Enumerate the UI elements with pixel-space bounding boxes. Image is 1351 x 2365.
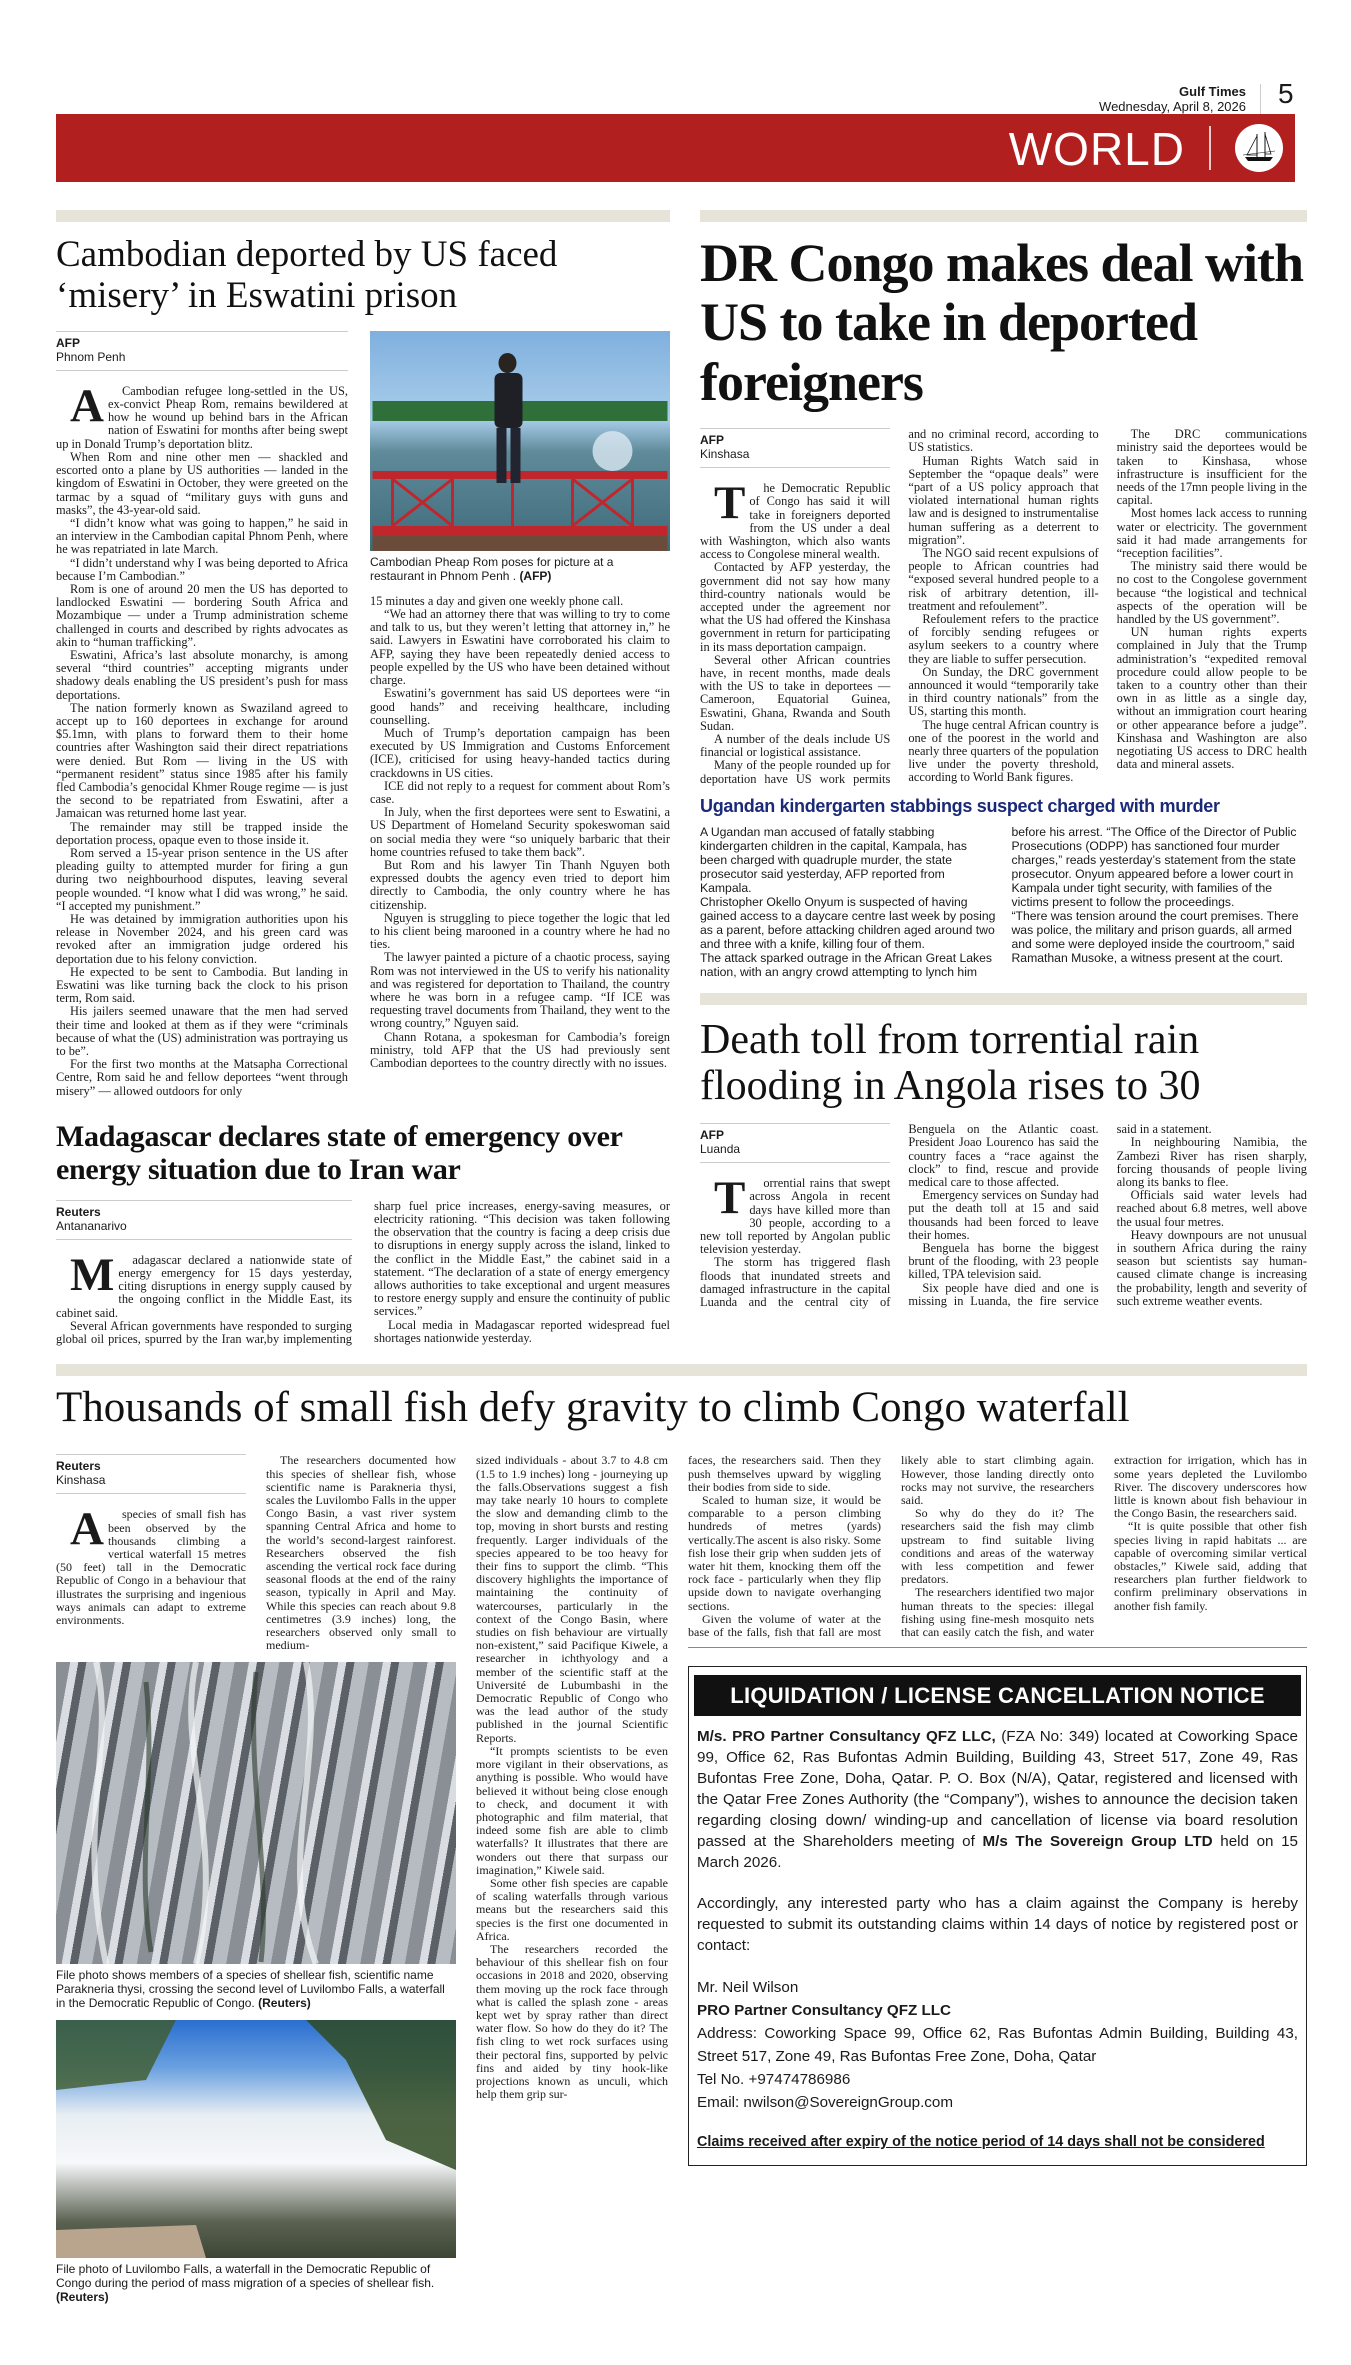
contact-email[interactable]: Email: nwilson@SovereignGroup.com <box>697 2094 953 2112</box>
paragraph: Several other African countries have, in recent months, made deals with the US to take in deportees — Cameroon, Equatorial Guinea, Eswatini, Ghana, Rwanda and South Sudan. <box>700 652 891 733</box>
fish-caption-1 <box>56 1968 456 2010</box>
paragraph: The NGO said recent expulsions of people to African countries had “exposed several hundred people to a risk of arbitrary detention, ill-treatment and refoulement”. <box>908 546 1099 613</box>
paragraph: The nation formerly known as Swaziland agreed to accept up to 160 deportees in exchange for around $5.1mn, with plans to forward them to their home countries after Washington said their direct repatriations were denied. But Rom — living in the US with “permanent resident” status since 1985 after his family fled Cambodia’s genocidal Khmer Rouge regime — is just the second to be repatriated from Eswatini, after a Jamaican was returned home last year. <box>56 700 348 821</box>
notice-body: located at Coworking Space 99, Office 62, Ras Bufontas Admin Building, Building 43, Street 517, Zone 49, Ras Bufontas Free Zone, Doha, Qatar. P. O. Box (N/A), Qatar, registered and licensed with the Qatar Free Zones Authority (the “Company”), wishes to announce the decision taken regarding closing down/ winding-up and cancellation of license via board resolution passed at the Shareholders meeting of <box>697 1728 1298 1851</box>
paragraph: Refoulement refers to the practice of forcibly sending refugees or asylum seekers to a country where they are liable to suffer persecution. <box>908 612 1099 666</box>
notice-paragraph-2: Accordingly, any interested party who has a claim against the Company is hereby requested to submit its outstanding claims within 14 days of notice by registered post or contact: <box>697 1895 1298 1955</box>
paragraph: The Democratic Republic of Congo has said it will take in foreigners deported from the US under a deal with Washington, which also wants access to Congolese mineral wealth. <box>700 477 891 562</box>
paragraph: He expected to be sent to Cambodia. But landing in Eswatini was like turning back the clock to his prison term, Rom said. <box>56 964 348 1006</box>
contact-name: Mr. Neil Wilson <box>697 1979 799 1997</box>
dhow-boat-icon <box>1235 124 1283 172</box>
madagascar-byline <box>56 1200 352 1240</box>
paragraph: Several African governments have responded to surging global oil prices, spurred by the Iran war,by implementing sharp fuel price increases, energy-saving measures, or electricity rationing. “This decision was taken following the observation that the country is facing a deep crisis due to disruptions in energy supply across the island, linked to the conflict in the Middle East,” the cabinet said in a statement. “The declaration of a state of energy emergency allows authorities to take exceptional and urgent measures to restore energy supply and ensure the continuity of public services.” <box>56 1198 670 1347</box>
top-section <box>56 210 1307 1346</box>
paragraph: Rom served a 15-year prison sentence in the US after pleading guilty to attempted murder for firing a gun during two neighbourhood disputes, leaving several people wounded. “I know what I did was wrong,” he said. “I accepted my punishment.” <box>56 845 348 913</box>
paragraph: Eswatini’s government has said US deportees were “in good hands” and receiving healthcare, including counselling. <box>370 686 670 727</box>
paragraph: The researchers recorded the behaviour of this shellear fish on four occasions in 2018 and 2020, observing them moving up the rock face through what is called the splash zone - areas kept wet by spray rather than direct water flow. So how do they do it? The fish cling to wet rock surfaces using their pectoral fins, supported by pelvic fins and aided by tiny hook-like projections known as unculi, which help them grip sur- <box>476 1941 668 2102</box>
section-strip <box>56 210 670 222</box>
paragraph: The researchers documented how this species of shellear fish, whose scientific name is Parakneria thysi, scales the Luvilombo Falls in the upper Congo Basin, a vast river system spanning Central Africa and home to the world’s second-largest rainforest. Researchers observed the fish ascending the vertical rock face during seasonal floods at the end of the rainy season, typically in April and May. While this species can reach about 9.8 centimetres (3.9 inches) long, the researchers observed only small to medium- <box>266 1453 456 1653</box>
paragraph: Madagascar declared a nationwide state of energy emergency for 15 days yesterday, citing disruptions in energy supply caused by the ongoing conflict in the Middle East, its cabinet said. <box>56 1248 352 1320</box>
section-banner <box>56 114 1295 182</box>
caption-credit: (Reuters) <box>258 1996 311 2011</box>
paragraph: The researchers identified two major human threats to the species: illegal fishing using fine-mesh mosquito nets that can easily catch the fish, and water extraction for irrigation, which has in some years depleted the Luvilombo River. The discovery underscores how little is known about fish behaviour in the Congo Basin, the researchers said. <box>901 1453 1307 1640</box>
paragraph: “I didn’t know what was going to happen,” he said in an interview in the Cambodian capital Phnom Penh, where he was repatriated in late March. <box>56 515 348 557</box>
cambodia-col1 <box>56 331 348 1098</box>
page-number: 5 <box>1278 78 1294 109</box>
paragraph: In July, when the first deportees were sent to Eswatini, a US Department of Homeland Security spokeswoman said on social media they were “so uniquely barbaric that their home countries refused to take them back”. <box>370 805 670 859</box>
dateline: Antananarivo <box>56 1218 127 1233</box>
paragraph: Nguyen is struggling to piece together the logic that led to his client being marooned in a country where he had no ties. <box>370 910 670 952</box>
paragraph: Christopher Okello Onyum is suspected of having gained access to a daycare centre last week by posing as a parent, before attacking children aged around two and three with a knife, killing four of them. <box>700 894 996 951</box>
paragraph: “It is quite possible that other fish species living in rapid habitats ... are capable of overcoming similar vertical obstacles,” Kiwele said, adding that researchers plan further fieldwork to confirm preliminary observations in another fish family. <box>1114 1519 1307 1613</box>
section-strip <box>700 210 1307 222</box>
paragraph: In neighbouring Namibia, the Zambezi River has risen sharply, forcing thousands of people living along its banks to flee. <box>1116 1135 1307 1190</box>
notice-company: M/s. PRO Partner Consultancy QFZ LLC, <box>697 1728 996 1746</box>
paragraph: “We had an attorney there that was willing to try to come and talk to us, but they weren’t letting that attorney in,” he said. Lawyers in Eswatini have corroborated his claim to AFP, saying they have been repeatedly denied access to people expelled by the US who have been detained without charge. <box>370 607 670 688</box>
caption-text: Cambodian Pheap Rom poses for picture at a restaurant in Phnom Penh . <box>370 554 614 583</box>
divider <box>1209 126 1211 170</box>
cambodia-headline: Cambodian deported by US faced ‘misery’ in Eswatini prison <box>56 234 558 317</box>
uganda-body <box>700 825 1307 979</box>
paragraph: “There was tension around the court premises. There was police, the military and prison guards, all armed and some were deployed inside the courtroom,” said Ramathan Musoke, a witness present at the court. <box>1011 908 1299 965</box>
issue-date: Wednesday, April 8, 2026 <box>1099 99 1246 114</box>
paragraph: For the first two months at the Matsapha Correctional Centre, Rom said he and fellow deportees “went through misery” — allowed outdoors for only <box>56 1057 348 1098</box>
paragraph: Eswatini, Africa’s last absolute monarchy, is among several “third countries” accepting migrants under shadowy deals enabling the US president’s push for mass deportations. <box>56 647 348 702</box>
paragraph: The lawyer painted a picture of a chaotic process, saying Rom was not interviewed in the US to verify his nationality and was registered for deportation to Thailand, the country where he was born in a refugee camp. “If ICE was requesting travel documents from Thailand, they went to the wrong country,” Nguyen said. <box>370 950 670 1031</box>
dateline: Phnom Penh <box>56 349 126 364</box>
paragraph: Much of Trump’s deportation campaign has been executed by US Immigration and Customs Enforcement (ICE), criticised for using heavy-handed tactics during crackdowns in US cities. <box>370 725 670 780</box>
fish-byline <box>56 1454 246 1494</box>
paragraph: ICE did not reply to a request for comment about Rom’s case. <box>370 778 670 806</box>
paragraph: Contacted by AFP yesterday, the government did not say how many third-country nationals would be accepted under the agreement nor what the US had offered the Kinshasa government in return for participating in its mass deportation campaign. <box>700 560 891 654</box>
angola-byline <box>700 1123 890 1163</box>
paragraph: Many of the people rounded up for deportation have US work permits and no criminal record, according to US statistics. <box>700 427 1099 786</box>
paragraph: A number of the deals include US financial or logistical assistance. <box>700 732 891 760</box>
agency: AFP <box>700 433 724 448</box>
fish-caption-2 <box>56 2262 456 2304</box>
caption-text: File photo of Luvilombo Falls, a waterfall in the Democratic Republic of Congo during the period of mass migration of a species of shellear fish. <box>56 2262 435 2291</box>
fish-body-top <box>56 1454 456 1652</box>
paragraph: Most homes lack access to running water or electricity. The government said it had made arrangements for “reception facilities”. <box>1116 506 1307 560</box>
paragraph: So why do they do it? The researchers said the fish may climb upstream to find suitable living conditions and areas of the waterway with less competition and fewer predators. <box>901 1506 1094 1587</box>
paragraph: sized individuals - about 3.7 to 4.8 cm (1.5 to 1.9 inches) long - journeying up the falls.Observations suggest a fish may take nearly 10 hours to complete the slow and demanding climb to the top, moving in short bursts and resting frequently. Larger individuals of the species appeared to be too heavy for their fins to support the climb. “This discovery highlights the importance of maintaining the continuity of watercourses, particularly in the context of the Congo Basin, where studies on fish behaviour are virtually non-existent,” said Pacifique Kiwele, a researcher in ichthyology and a member of the scientific staff at the Université de Lubumbashi in the Democratic Republic of Congo who was the lead author of the study published in the journal Scientific Reports. <box>476 1453 668 1745</box>
notice-final-warning: Claims received after expiry of the notice period of 14 days shall not be considered <box>697 2134 1265 2151</box>
notice-fza: (FZA No: 349) <box>1001 1728 1100 1746</box>
drcongo-byline <box>700 428 890 468</box>
masthead-meta <box>1099 84 1261 114</box>
waterfall-photo <box>56 2020 456 2258</box>
paragraph: Officials said water levels had reached about 6.8 metres, well above the usual four metres. <box>1116 1188 1307 1229</box>
dateline: Kinshasa <box>56 1473 106 1488</box>
paragraph: Rom is one of around 20 men the US has deported to landlocked Eswatini — bordering South Africa and Mozambique — under a Trump administration scheme challenged in courts and described by rights advocates as akin to “human trafficking”. <box>56 581 348 649</box>
paragraph: Benguela has borne the biggest brunt of the flooding, with 23 people killed, TPA television said. <box>908 1241 1099 1282</box>
paragraph: Emergency services on Sunday had put the death toll at 15 and said thousands had been forced to leave their homes. <box>908 1188 1099 1242</box>
notice-paragraph-1 <box>697 1726 1298 1873</box>
paragraph: On Sunday, the DRC government announced it would “temporarily take in third country nationals” from the US, starting this month. <box>908 664 1099 719</box>
angola-body <box>700 1123 1307 1309</box>
paragraph: A Ugandan man accused of fatally stabbing kindergarten children in the capital, Kampala, has been charged with quadruple murder, the state prosecutor said yesterday, AFP reported from Kampala. <box>700 824 967 895</box>
paragraph: faces, the researchers said. Then they push themselves upward by wiggling their bodies from side to side. <box>688 1453 881 1494</box>
section-strip <box>700 993 1307 1005</box>
paragraph: Human Rights Watch said in September the “opaque deals” were “part of a US policy approach that violated international human rights law and is designed to instrumentalise human suffering as a deterrent to migration”. <box>908 453 1099 547</box>
paragraph: His jailers seemed unaware that the men had served their time and looked at them as if they were “criminals because of what the (US) administration was portraying us to be”. <box>56 1004 348 1059</box>
section-title: WORLD <box>1008 123 1185 175</box>
dateline: Luanda <box>700 1142 741 1157</box>
madagascar-headline: Madagascar declares state of emergency over energy situation due to Iran war <box>56 1119 623 1186</box>
cambodia-columns <box>56 331 670 1098</box>
paragraph: The DRC communications ministry said the deportees would be taken to Kinshasa, whose infrastructure is insufficient for the needs of the 17mn people living in the capital. <box>1116 427 1307 508</box>
paragraph: The ministry said there would be no cost to the Congolese government because “the logistical and technical aspects of the operation will be handled by the US government”. <box>1116 559 1307 627</box>
paper-name: Gulf Times <box>1179 84 1246 99</box>
cambodia-col2 <box>370 331 670 1070</box>
notice-held: held on 15 March 2026. <box>697 1833 1298 1872</box>
paragraph: The storm has triggered flash floods that inundated streets and damaged infrastructure in the capital Luanda and the central city of Benguela on the Atlantic coast. President Joao Lourenco has said the country faces a “race against the clock” to find, rescue and provide medical care to those affected. <box>700 1122 1099 1310</box>
paragraph: The remainder may still be trapped inside the deportation process, opaque even to those inside it. <box>56 819 348 847</box>
agency: Reuters <box>56 1459 101 1474</box>
paragraph: Chann Rotana, a spokesman for Cambodia’s foreign ministry, told AFP that the US had previously sent Cambodian deportees to the country directly with no issues. <box>370 1029 670 1070</box>
fish-headline: Thousands of small fish defy gravity to climb Congo waterfall <box>56 1384 1130 1432</box>
paragraph: Heavy downpours are not unusual in southern Africa during the rainy season but scientists say human-caused climate change is increasing the probability, length and severity of such extreme weather events. <box>1116 1227 1307 1308</box>
right-region <box>700 210 1307 1309</box>
caption-credit: (Reuters) <box>56 2290 109 2305</box>
paragraph: UN human rights experts complained in July that the Trump administration’s “expedited removal procedure could allow people to be taken to a country other than their own in as little as a single day, without an immigration court hearing or other appearance before a judge”. Kinshasa and Washington are also negotiating US access to DRC health data and mineral assets. <box>1116 625 1307 772</box>
paragraph: Six people have died and one is missing in Luanda, the fire service said in a statement. <box>908 1122 1212 1308</box>
paragraph: He was detained by immigration authorities upon his release in November 2024, and his green card was revoked after an immigration judge ordered his deportation due to his felony conviction. <box>56 912 348 966</box>
agency: AFP <box>56 335 80 350</box>
paragraph: Given the volume of water at the base of the falls, fish that fall are most likely able to start climbing again. However, those landing directly onto rocks may not survive, the researchers said. <box>688 1453 1094 1640</box>
cambodia-photo <box>370 331 670 551</box>
divider <box>688 1647 1307 1648</box>
fish-columns <box>56 1454 1307 2304</box>
paragraph: But Rom and his lawyer Tin Thanh Nguyen both expressed doubts the agency even tried to deport him directly to Cambodia, the only country where he has citizenship. <box>370 857 670 912</box>
fish-left <box>56 1454 456 2304</box>
cambodia-body-col2 <box>370 595 670 1070</box>
caption-text: File photo shows members of a species of shellear fish, scientific name Parakneria thysi, crossing the second level of Luvilombo Falls, a waterfall in the Democratic Republic of Congo. <box>56 1968 445 2011</box>
paragraph: ACambodian refugee long-settled in the US, ex-convict Pheap Rom, remains bewildered at how he wound up behind bars in the African nation of Eswatini for months after being swept up in Donald Trump’s deportation blitz. <box>56 379 348 451</box>
cambodia-byline <box>56 331 348 371</box>
paragraph: “I didn’t understand why I was being deported to Africa because I’m Cambodian.” <box>56 555 348 583</box>
dateline: Kinshasa <box>700 447 750 462</box>
paragraph: Local media in Madagascar reported widespread fuel shortages nationwide yesterday. <box>374 1317 670 1345</box>
angola-headline: Death toll from torrential rain flooding in Angola rises to 30 <box>700 1016 1201 1110</box>
page-content <box>56 210 1307 2324</box>
paragraph: The attack sparked outrage in the African Great Lakes nation, with an angry crowd attempting to lynch him before his arrest. “The Office of the Director of Public Prosecutions (ODPP) has sanctioned four murder charges,” reads yesterday’s statement from the state prosecutor. Onyum appeared before a lower court in Kampala under tight security, with families of the victims present to follow the proceedings. <box>700 824 1297 979</box>
paragraph: “It prompts scientists to be even more vigilant in their observations, as anything is possible. Who would have believed it without being close enough to check, and document it with photographic and film material, that indeed some fish are able to climb waterfalls? It illustrates that there are wonders out there that surpass our imagination,” Kiwele said. <box>476 1743 668 1877</box>
agency: AFP <box>700 1128 724 1143</box>
cambodia-caption <box>370 555 670 583</box>
drcongo-body <box>700 428 1307 786</box>
notice-title: LIQUIDATION / LICENSE CANCELLATION NOTICE <box>694 1675 1301 1716</box>
liquidation-notice <box>688 1666 1307 2166</box>
madagascar-body <box>56 1200 670 1346</box>
uganda-headline: Ugandan kindergarten stabbings suspect charged with murder <box>700 795 1220 816</box>
notice-contact <box>697 1976 1298 2114</box>
contact-company: PRO Partner Consultancy QFZ LLC <box>697 2002 951 2020</box>
paragraph: Aspecies of small fish has been observed by the thousands climbing a vertical waterfall 15 metres (50 feet) tall in the Democratic Republic of Congo in a behaviour that illustrates the surprising and ingenious ways animals can adapt to extreme environments. <box>56 1503 246 1628</box>
agency: Reuters <box>56 1204 101 1219</box>
paragraph: 15 minutes a day and given one weekly phone call. <box>370 593 624 608</box>
fish-right <box>688 1454 1307 2166</box>
fish-body-middle <box>476 1454 668 2101</box>
fish-body-right <box>688 1454 1307 1639</box>
caption-credit: (AFP) <box>519 568 552 583</box>
paragraph: When Rom and nine other men — shackled and escorted onto a plane by US authorities — landed in the kingdom of Eswatini in October, they were greeted on the tarmac by a squad of “military guys with guns and masks”, the 43-year-old said. <box>56 449 348 517</box>
contact-address: Address: Coworking Space 99, Office 62, Ras Bufontas Admin Building, Building 43, Street 517, Zone 49, Ras Bufontas Free Zone, Doha, Qatar <box>697 2025 1298 2066</box>
drcongo-headline: DR Congo makes deal with US to take in deported foreigners <box>700 233 1304 412</box>
paragraph: Some other fish species are capable of scaling waterfalls through various means but the researchers said this species is the first one documented in Africa. <box>476 1875 668 1943</box>
left-region <box>56 210 670 1346</box>
section-strip <box>56 1364 1307 1376</box>
paragraph: Torrential rains that swept across Angola in recent days have killed more than 30 people, according to a new toll reported by Angolan public television yesterday. <box>700 1172 891 1257</box>
paragraph: Scaled to human size, it would be comparable to a person climbing hundreds of metres (yards) vertically.The ascent is also risky. Some fish lose their grip when sudden jets of water hit them, knocking them off the rock face - particularly when they flip upside down to navigate overhanging sections. <box>688 1493 881 1613</box>
notice-group: M/s The Sovereign Group LTD <box>982 1833 1213 1851</box>
fish-photo <box>56 1662 456 1964</box>
contact-tel: Tel No. +97474786986 <box>697 2071 851 2089</box>
cambodia-body-col1 <box>56 379 348 1098</box>
paragraph: The huge central African country is one of the poorest in the world and nearly three quarters of the population live under the poverty threshold, according to World Bank figures. <box>908 717 1099 785</box>
